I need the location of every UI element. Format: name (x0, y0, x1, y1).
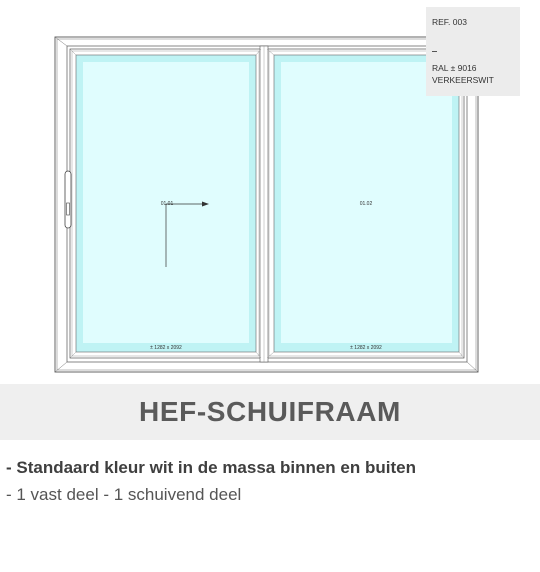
title-band (0, 384, 540, 440)
reference-number: REF. 003 (432, 17, 467, 27)
product-title: HEF-SCHUIFRAAM (139, 396, 401, 427)
door-handle (65, 171, 71, 228)
reference-dash (432, 51, 437, 52)
color-name: VERKEERSWIT (432, 75, 494, 85)
description-line-panels: - 1 vast deel - 1 schuivend deel (6, 485, 242, 504)
left-panel-dimensions: ± 1282 x 2092 (150, 345, 182, 351)
left-panel-code: 01.01 (160, 201, 174, 207)
right-panel-dimensions: ± 1282 x 2092 (350, 345, 382, 351)
description-line-color: - Standaard kleur wit in de massa binnen en buiten (6, 458, 416, 477)
reference-box (426, 7, 520, 96)
ral-code: RAL ± 9016 (432, 63, 477, 73)
right-panel-code: 01.02 (359, 201, 373, 207)
